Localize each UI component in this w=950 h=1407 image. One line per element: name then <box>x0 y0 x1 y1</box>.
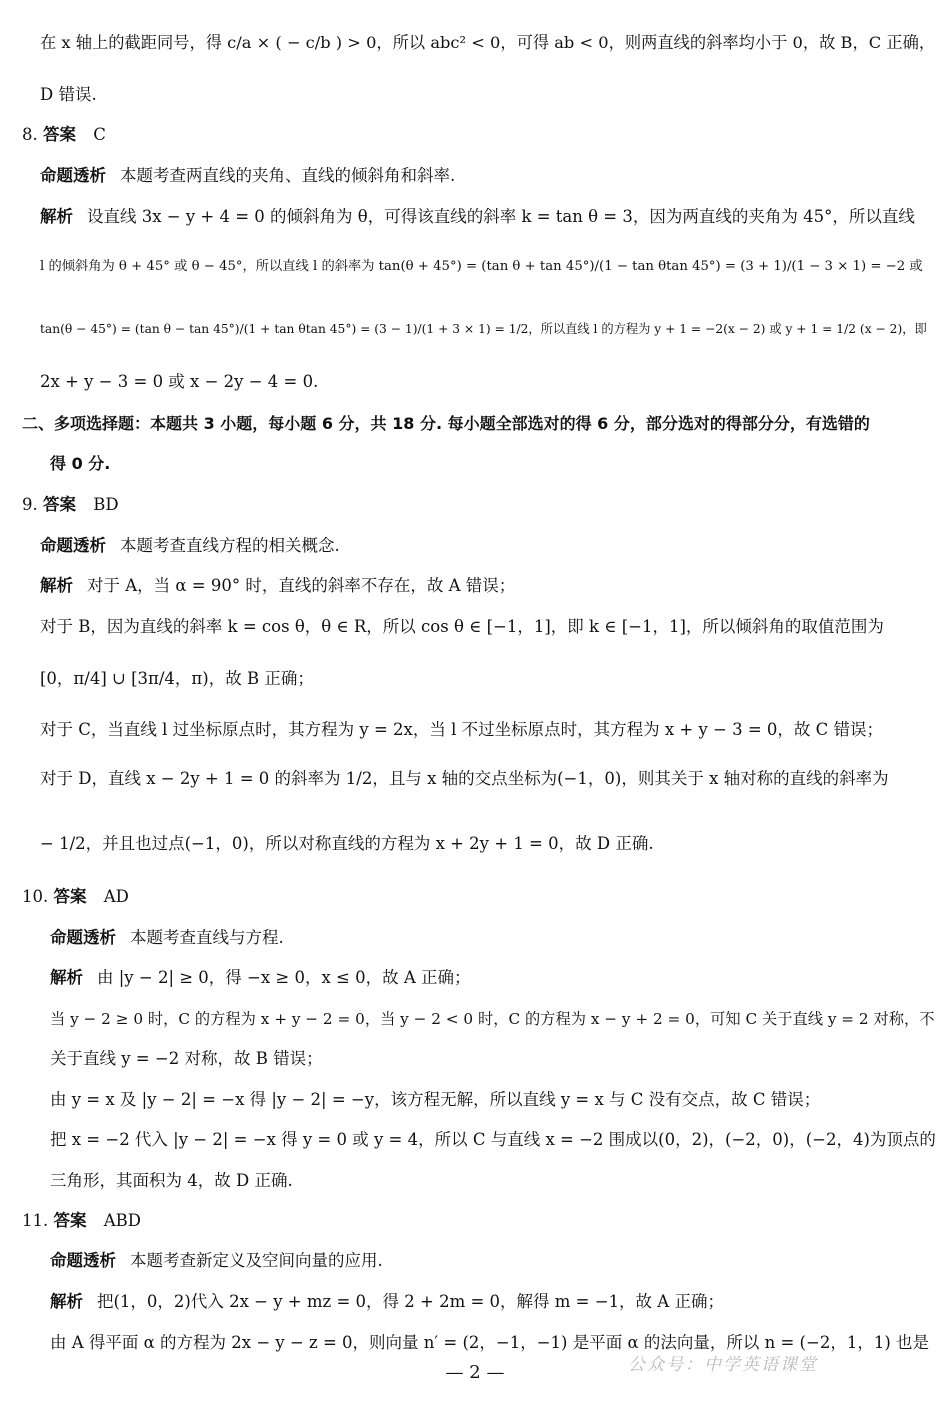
intent-line <box>50 1250 383 1272</box>
solution-text: 设直线 3x − y + 4 = 0 的倾斜角为 θ，可得该直线的斜率 k = tan θ = 3，因为两直线的夹角为 45°，所以直线 <box>87 207 915 226</box>
solution-line <box>40 206 915 228</box>
solution-line: 2x + y − 3 = 0 或 x − 2y − 4 = 0. <box>40 372 319 391</box>
question-8-header <box>22 124 106 146</box>
solution-line: 由 y = x 及 |y − 2| = −x 得 |y − 2| = −y，该方程无解，所以直线 y = x 与 C 没有交点，故 C 错误； <box>50 1090 821 1109</box>
solution-line: 对于 B，因为直线的斜率 k = cos θ，θ ∈ R，所以 cos θ ∈ [−1，1]，即 k ∈ [−1，1]，所以倾斜角的取值范围为 <box>40 617 884 636</box>
solution-label: 解析 <box>40 576 73 595</box>
intent-label: 命题透析 <box>50 928 116 947</box>
solution-text: 把(1，0，2)代入 2x − y + mz = 0，得 2 + 2m = 0，解得 m = −1，故 A 正确； <box>97 1292 724 1311</box>
intent-text: 本题考查直线方程的相关概念. <box>120 536 340 555</box>
solution-line: 把 x = −2 代入 |y − 2| = −x 得 y = 0 或 y = 4，所以 C 与直线 x = −2 围成以(0，2)，(−2，0)，(−2，4)为顶点的 <box>50 1130 936 1149</box>
answer-value: BD <box>93 495 119 514</box>
question-number: 9. <box>22 495 38 514</box>
solution-line <box>50 1291 724 1313</box>
answer-value: ABD <box>103 1211 142 1230</box>
text-line: 在 x 轴上的截距同号，得 c/a × ( − c/b ) > 0，所以 abc² < 0，可得 ab < 0，则两直线的斜率均小于 0，故 B，C 正确， <box>40 33 936 52</box>
solution-line: 对于 D，直线 x − 2y + 1 = 0 的斜率为 1/2，且与 x 轴的交点坐标为(−1，0)，则其关于 x 轴对称的直线的斜率为 <box>40 769 889 788</box>
solution-line: − 1/2，并且也过点(−1，0)，所以对称直线的方程为 x + 2y + 1 = 0，故 D 正确. <box>40 834 654 853</box>
intent-text: 本题考查新定义及空间向量的应用. <box>130 1251 383 1270</box>
solution-line <box>50 967 471 989</box>
section-heading: 二、多项选择题：本题共 3 小题，每小题 6 分，共 18 分. 每小题全部选对的得 6 分，部分选对的得部分分，有选错的 <box>22 414 870 433</box>
question-number: 8. <box>22 125 38 144</box>
solution-line <box>40 575 515 597</box>
intent-line <box>40 165 455 187</box>
solution-line: l 的倾斜角为 θ + 45° 或 θ − 45°，所以直线 l 的斜率为 tan(θ + 45°) = (tan θ + tan 45°)/(1 − tan θtan 45°) = (3 + 1)/(1 − 3 × 1) = −2 或 <box>40 259 923 274</box>
solution-label: 解析 <box>50 1292 83 1311</box>
question-number: 10. <box>22 887 49 906</box>
solution-line: 三角形，其面积为 4，故 D 正确. <box>50 1171 293 1190</box>
question-9-header <box>22 494 119 516</box>
solution-text: 对于 A，当 α = 90° 时，直线的斜率不存在，故 A 错误； <box>87 576 516 595</box>
intent-text: 本题考查两直线的夹角、直线的倾斜角和斜率. <box>120 166 456 185</box>
answer-label: 答案 <box>53 887 87 906</box>
solution-line: 对于 C，当直线 l 过坐标原点时，其方程为 y = 2x，当 l 不过坐标原点时，其方程为 x + y − 3 = 0，故 C 错误； <box>40 720 884 739</box>
intent-line <box>40 535 340 557</box>
solution-line: 当 y − 2 ≥ 0 时，C 的方程为 x + y − 2 = 0，当 y − 2 < 0 时，C 的方程为 x − y + 2 = 0，可知 C 关于直线 y = 2 对称，不 <box>50 1010 935 1028</box>
answer-value: AD <box>103 887 129 906</box>
intent-label: 命题透析 <box>40 166 106 185</box>
solution-line: [0，π/4] ∪ [3π/4，π)，故 B 正确； <box>40 669 314 688</box>
intent-label: 命题透析 <box>40 536 106 555</box>
answer-label: 答案 <box>53 1211 87 1230</box>
intent-text: 本题考查直线与方程. <box>130 928 284 947</box>
watermark: 公众号：中学英语课堂 <box>628 1355 818 1375</box>
question-10-header <box>22 886 129 908</box>
question-11-header <box>22 1210 141 1232</box>
question-number: 11. <box>22 1211 49 1230</box>
answer-label: 答案 <box>43 495 76 514</box>
solution-label: 解析 <box>50 968 83 987</box>
page-number: — 2 — <box>445 1362 505 1383</box>
solution-label: 解析 <box>40 207 73 226</box>
answer-value: C <box>93 125 106 144</box>
answer-label: 答案 <box>43 125 76 144</box>
text-line: D 错误. <box>40 85 97 104</box>
solution-line: 关于直线 y = −2 对称，故 B 错误； <box>50 1049 323 1068</box>
section-heading-cont: 得 0 分. <box>50 454 111 473</box>
intent-line <box>50 927 284 949</box>
intent-label: 命题透析 <box>50 1251 116 1270</box>
solution-text: 由 |y − 2| ≥ 0，得 −x ≥ 0，x ≤ 0，故 A 正确； <box>97 968 471 987</box>
solution-line: 由 A 得平面 α 的方程为 2x − y − z = 0，则向量 n′ = (2，−1，−1) 是平面 α 的法向量，所以 n = (−2，1，1) 也是 <box>50 1333 929 1352</box>
solution-line: tan(θ − 45°) = (tan θ − tan 45°)/(1 + tan θtan 45°) = (3 − 1)/(1 + 3 × 1) = 1/2，所以直线 l 的方程为 y + 1 = −2(x − 2) 或 y + 1 = 1/2 (x − 2)，即 <box>40 322 927 336</box>
